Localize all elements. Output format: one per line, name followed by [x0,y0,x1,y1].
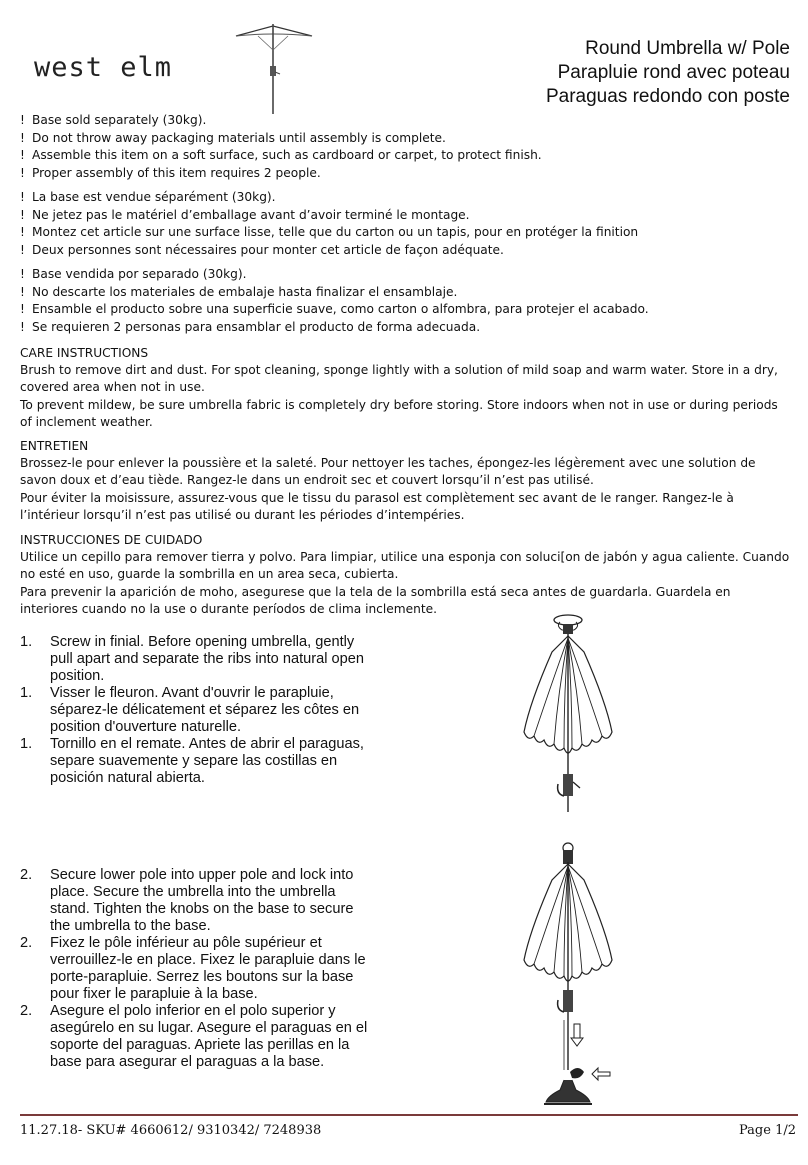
care-french [20,438,792,524]
umbrella-open-icon [228,22,318,116]
care-heading: INSTRUCCIONES DE CUIDADO [20,533,203,547]
note-item: ! Proper assembly of this item requires 2 people. [20,165,800,183]
brand-logo-text: west elm [34,52,173,83]
care-paragraph: Para prevenir la aparición de moho, asegurese que la tela de la sombrilla está seca antes de guardarla. Guardela en interiores cuando no la use o durante períodos de clima inclemente. [20,584,731,616]
note-item: ! No descarte los materiales de embalaje hasta finalizar el ensamblaje. [20,284,800,302]
note-item: ! Deux personnes sont nécessaires pour monter cet article de façon adéquate. [20,242,800,260]
warning-mark: ! [20,284,25,299]
umbrella-closed-icon [508,612,628,822]
care-paragraph: Utilice un cepillo para remover tierra y polvo. Para limpiar, utilice una esponja con soluci[on de jabón y agua caliente. Cuando no esté en uso, guarde la sombrilla en un area seca, cubierta. [20,550,790,582]
title-english: Round Umbrella w/ Pole [585,38,790,59]
title-spanish: Paraguas redondo con poste [545,86,790,107]
warning-mark: ! [20,267,25,281]
note-item: ! Base sold separately (30kg). [20,112,800,130]
step-text-french: 1. Visser le fleuron. Avant d'ouvrir le parapluie, séparez-le délicatement et séparez les côtes en position d'ouverture naturelle. [20,685,360,735]
care-paragraph: Brossez-le pour enlever la poussière et la saleté. Pour nettoyer les taches, épongez-les légèrement avec une solution de savon doux et d’eau tiède. Rangez-le dans un endroit sec et couvert lorsqu’il n’est pas utilisé. [20,456,756,488]
step-1 [20,634,370,787]
warning-mark: ! [20,130,25,145]
care-paragraph: Pour éviter la moisissure, assurez-vous que le tissu du parasol est complètement sec avant de le ranger. Rangez-le à l’intérieur lorsqu’il n’est pas utilisé ou durant les périodes d’intempéries. [20,490,734,522]
note-item: ! Do not throw away packaging materials until assembly is complete. [20,130,800,148]
care-paragraph: Brush to remove dirt and dust. For spot cleaning, sponge lightly with a solution of mild soap and warm water. Store in a dry, covered area when not in use. [20,363,778,395]
care-spanish [20,532,792,618]
warning-mark: ! [20,225,25,239]
warning-mark: ! [20,302,25,316]
title-french: Parapluie rond avec poteau [557,62,790,83]
step-text-spanish: 2. Asegure el polo inferior en el polo superior y asegúrelo en su lugar. Asegure el paraguas en el soporte del paraguas. Apriete las perillas en la base para asegurar el paraguas a la base. [20,1003,368,1070]
warning-mark: ! [20,207,25,222]
notes-spanish [20,266,800,336]
footer-divider [20,1114,798,1116]
left-arrow-icon [592,1068,610,1080]
care-english [20,345,792,431]
step-text-spanish: 1. Tornillo en el remate. Antes de abrir el paraguas, separe suavemente y separe las costillas en posición natural abierta. [20,736,364,786]
warning-mark: ! [20,113,25,127]
step-text-english: 2. Secure lower pole into upper pole and lock into place. Secure the umbrella into the umbrella stand. Tighten the knobs on the base to secure the umbrella to the base. [20,867,354,934]
product-title-block [546,37,790,109]
care-heading: CARE INSTRUCTIONS [20,346,149,360]
footer-page-number: Page 1/2 [739,1123,796,1138]
note-item: ! Base vendida por separado (30kg). [20,266,800,284]
step-text-french: 2. Fixez le pôle inférieur au pôle supérieur et verrouillez-le en place. Fixez le parapluie dans le porte-parapluie. Serrez les boutons sur la base pour fixer le parapluie à la base. [20,935,366,1002]
warning-mark: ! [20,242,25,257]
notes-french [20,189,800,259]
care-heading: ENTRETIEN [20,439,89,453]
note-item: ! La base est vendue séparément (30kg). [20,189,800,207]
note-item: ! Se requieren 2 personas para ensamblar el producto de forma adecuada. [20,319,800,337]
warning-mark: ! [20,165,25,180]
warning-mark: ! [20,319,25,334]
note-item: ! Ensamble el producto sobre una superficie suave, como carton o alfombra, para protejer el acabado. [20,301,800,319]
note-item: ! Ne jetez pas le matériel d’emballage avant d’avoir terminé le montage. [20,207,800,225]
step-2 [20,867,370,1071]
warning-mark: ! [20,190,25,204]
footer-sku: 11.27.18- SKU# 4660612/ 9310342/ 7248938 [20,1123,322,1138]
umbrella-assembly-icon [508,840,628,1110]
warning-mark: ! [20,148,25,162]
down-arrow-icon [571,1024,583,1046]
notes-english [20,112,800,182]
step-text-english: 1. Screw in finial. Before opening umbrella, gently pull apart and separate the ribs into natural open position. [20,634,364,684]
note-item: ! Assemble this item on a soft surface, such as cardboard or carpet, to protect finish. [20,147,800,165]
care-paragraph: To prevent mildew, be sure umbrella fabric is completely dry before storing. Store indoors when not in use or during periods of inclement weather. [20,397,778,429]
note-item: ! Montez cet article sur une surface lisse, telle que du carton ou un tapis, pour en protéger la finition [20,224,800,242]
